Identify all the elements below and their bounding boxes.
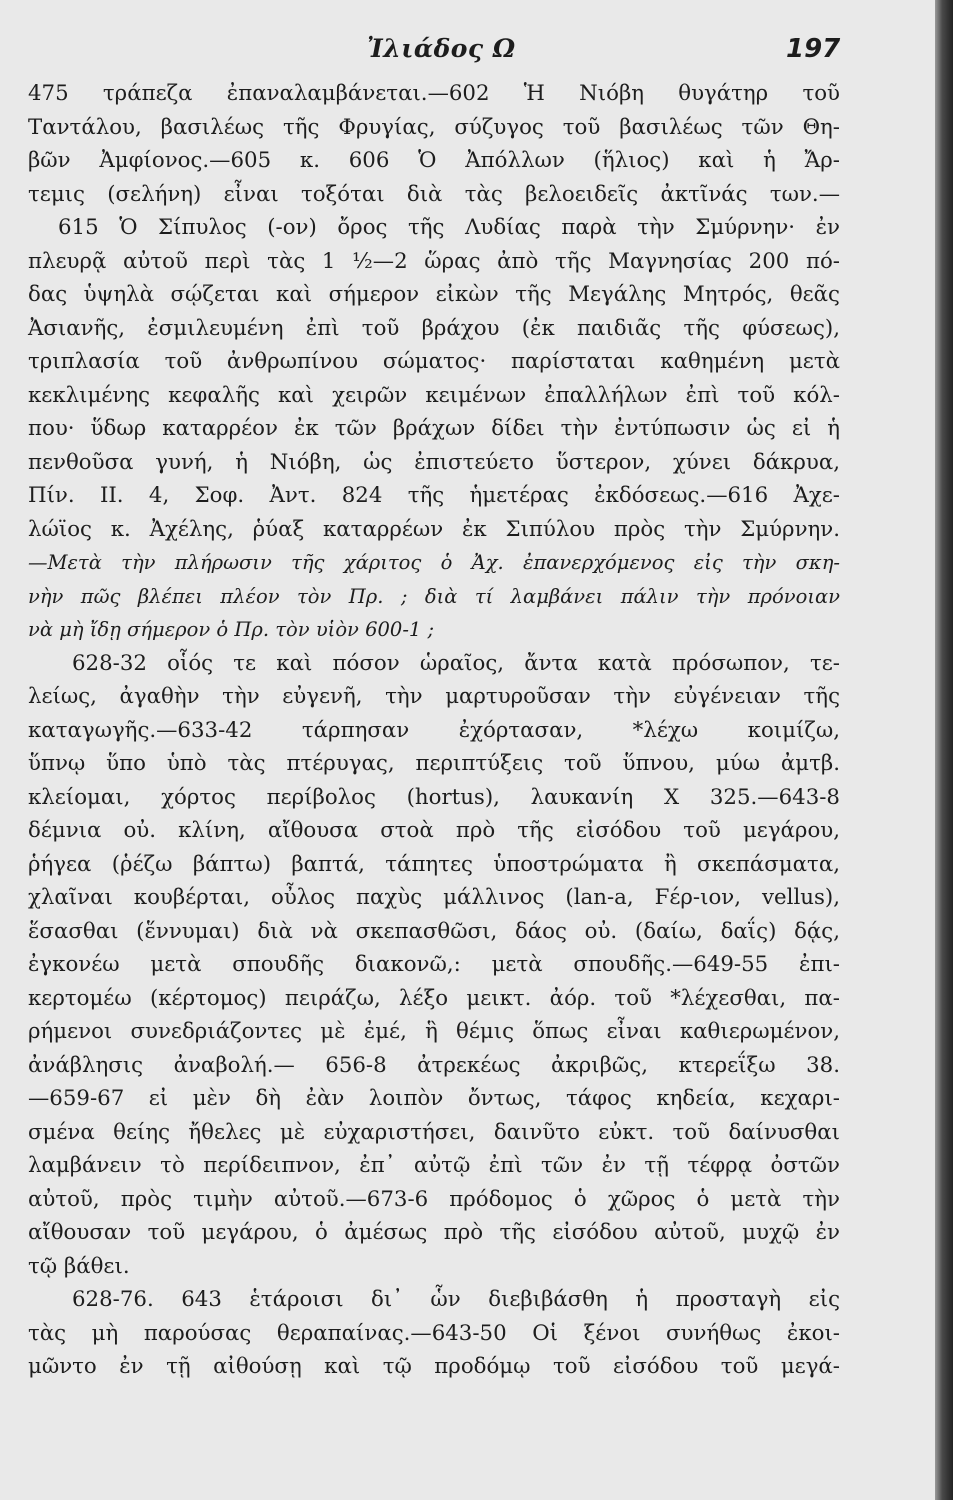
text-line: ρήμενοι συνεδριάζοντες μὲ ἐμέ, ἣ θέμις ὅπως εἶναι καθιερωμένον, xyxy=(28,1019,840,1044)
text-line: 628-32 οἷός τε καὶ πόσον ὡραῖος, ἄντα κατὰ πρόσωπον, τε- xyxy=(72,650,840,676)
page-number: 197 xyxy=(786,34,841,64)
text-line: πενθοῦσα γυνή, ἡ Νιόβη, ὡς ἐπιστεύετο ὕστερον, χύνει δάκρυα, xyxy=(28,449,840,475)
text-line: μῶντο ἐν τῇ αἰθούσῃ καὶ τῷ προδόμῳ τοῦ εἰσόδου τοῦ μεγά- xyxy=(28,1354,840,1379)
text-line: λώϊος κ. Ἀχέλης, ῥύαξ καταρρέων ἐκ Σιπύλου πρὸς τὴν Σμύρνην. xyxy=(28,516,840,542)
text-line: ἕσασθαι (ἕννυμαι) διὰ νὰ σκεπασθῶσι, δάος οὐ. (δαίω, δαΐς) δᾴς, xyxy=(28,918,840,944)
text-line: τεμις (σελήνη) εἶναι τοξόται διὰ τὰς βελοειδεῖς ἀκτῖνάς των.— xyxy=(28,181,840,207)
text-line: καταγωγῆς.—633-42 τάρπησαν ἐχόρτασαν, *λέχω κοιμίζω, xyxy=(28,717,840,743)
text-line: πλευρᾷ αὐτοῦ περὶ τὰς 1 ½—2 ὥρας ἀπὸ τῆς Μαγνησίας 200 πό- xyxy=(28,248,840,274)
text-line: βῶν Ἀμφίονος.—605 κ. 606 Ὁ Ἀπόλλων (ἥλιος) καὶ ἡ Ἄρ- xyxy=(28,148,840,173)
text-line: 615 Ὁ Σίπυλος (-ον) ὄρος τῆς Λυδίας παρὰ τὴν Σμύρνην· ἐν xyxy=(58,215,840,240)
text-line: ῥήγεα (ῥέζω βάπτω) βαπτά, τάπητες ὑποστρώματα ἢ σκεπάσματα, xyxy=(28,851,840,877)
question-line: νὰ μὴ ἴδῃ σήμερον ὁ Πρ. τὸν υἱὸν 600-1 ; xyxy=(28,618,435,641)
text-line: χλαῖναι κουβέρται, οὖλος παχὺς μάλλινος (lan-a, Ϝέρ-ιον, vellus), xyxy=(28,885,840,910)
text-line: τῷ βάθει. xyxy=(28,1253,130,1279)
text-line: 475 τράπεζα ἐπαναλαμβάνεται.—602 Ἡ Νιόβη θυγάτηρ τοῦ xyxy=(28,81,840,106)
question-line: —Μετὰ τὴν πλήρωσιν τῆς χάριτος ὁ Ἀχ. ἐπανερχόμενος εἰς τὴν σκη- xyxy=(28,551,840,574)
text-line: αὐτοῦ, πρὸς τιμὴν αὐτοῦ.—673-6 πρόδομος ὁ χῶρος ὁ μετὰ τὴν xyxy=(28,1186,840,1212)
text-line: λαμβάνειν τὸ περίδειπνον, ἐπ᾽ αὐτῷ ἐπὶ τῶν ἐν τῇ τέφρᾳ ὀστῶν xyxy=(28,1153,840,1178)
text-line: κεκλιμένης κεφαλῆς καὶ χειρῶν κειμένων ἐπαλλήλων ἐπὶ τοῦ κόλ- xyxy=(28,382,840,408)
text-line: κερτομέω (κέρτομος) πειράζω, λέξο μεικτ. ἀόρ. τοῦ *λέχεσθαι, πα- xyxy=(28,985,840,1011)
text-line: 628-76. 643 ἑτάροισι δι᾽ ὧν διεβιβάσθη ἡ προσταγὴ εἰς xyxy=(72,1287,840,1312)
text-line: λείως, ἀγαθὴν τὴν εὐγενῆ, τὴν μαρτυροῦσαν τὴν εὐγένειαν τῆς xyxy=(28,684,840,709)
text-line: —659-67 εἰ μὲν δὴ ἐὰν λοιπὸν ὄντως, τάφος κηδεία, κεχαρι- xyxy=(28,1086,840,1111)
text-line: δέμνια οὐ. κλίνη, αἴθουσα στοὰ πρὸ τῆς εἰσόδου τοῦ μεγάρου, xyxy=(28,818,840,843)
text-line: τὰς μὴ παρούσας θεραπαίνας.—643-50 Οἱ ξένοι συνήθως ἐκοι- xyxy=(28,1320,840,1346)
commentary-text xyxy=(28,77,840,1384)
question-line: νὴν πῶς βλέπει πλέον τὸν Πρ. ; διὰ τί λαμβάνει πάλιν τὴν πρόνοιαν xyxy=(28,584,840,608)
text-line: ἐγκονέω μετὰ σπουδῆς διακονῶ,: μετὰ σπουδῆς.—649-55 ἐπι- xyxy=(28,952,840,977)
text-line: δας ὑψηλὰ σῴζεται καὶ σήμερον εἰκὼν τῆς Μεγάλης Μητρός, θεᾶς xyxy=(28,282,840,307)
text-line: κλείομαι, χόρτος περίβολος (hortus), λαυκανίη Χ 325.—643-8 xyxy=(28,784,840,810)
running-title: Ἰλιάδος Ω xyxy=(367,34,516,63)
text-line: Ἀσιανῆς, ἐσμιλευμένη ἐπὶ τοῦ βράχου (ἐκ παιδιᾶς τῆς φύσεως), xyxy=(28,315,840,341)
page-edge-shadow xyxy=(935,0,953,1500)
text-line: Ταντάλου, βασιλέως τῆς Φρυγίας, σύζυγος τοῦ βασιλέως τῶν Θη- xyxy=(28,114,840,140)
text-line: Πίν. II. 4, Σοφ. Ἀντ. 824 τῆς ἡμετέρας ἐκδόσεως.—616 Ἀχε- xyxy=(28,483,840,508)
text-line: τριπλασία τοῦ ἀνθρωπίνου σώματος· παρίσταται καθημένη μετὰ xyxy=(28,349,840,374)
text-line: ὕπνῳ ὕπο ὑπὸ τὰς πτέρυγας, περιπτύξεις τοῦ ὕπνου, μύω ἀμτβ. xyxy=(28,751,840,776)
text-line: που· ὕδωρ καταρρέον ἐκ τῶν βράχων δίδει τὴν ἐντύπωσιν ὡς εἰ ἡ xyxy=(28,416,840,441)
running-head xyxy=(0,34,935,66)
text-line: σμένα θείης ἤθελες μὲ εὐχαριστήσει, δαινῦτο εὐκτ. τοῦ δαίνυσθαι xyxy=(28,1119,840,1145)
text-line: ἀνάβλησις ἀναβολή.— 656-8 ἀτρεκέως ἀκριβῶς, κτερεΐξω 38. xyxy=(28,1052,840,1078)
text-line: αἴθουσαν τοῦ μεγάρου, ὁ ἀμέσως πρὸ τῆς εἰσόδου αὐτοῦ, μυχῷ ἐν xyxy=(28,1220,840,1245)
